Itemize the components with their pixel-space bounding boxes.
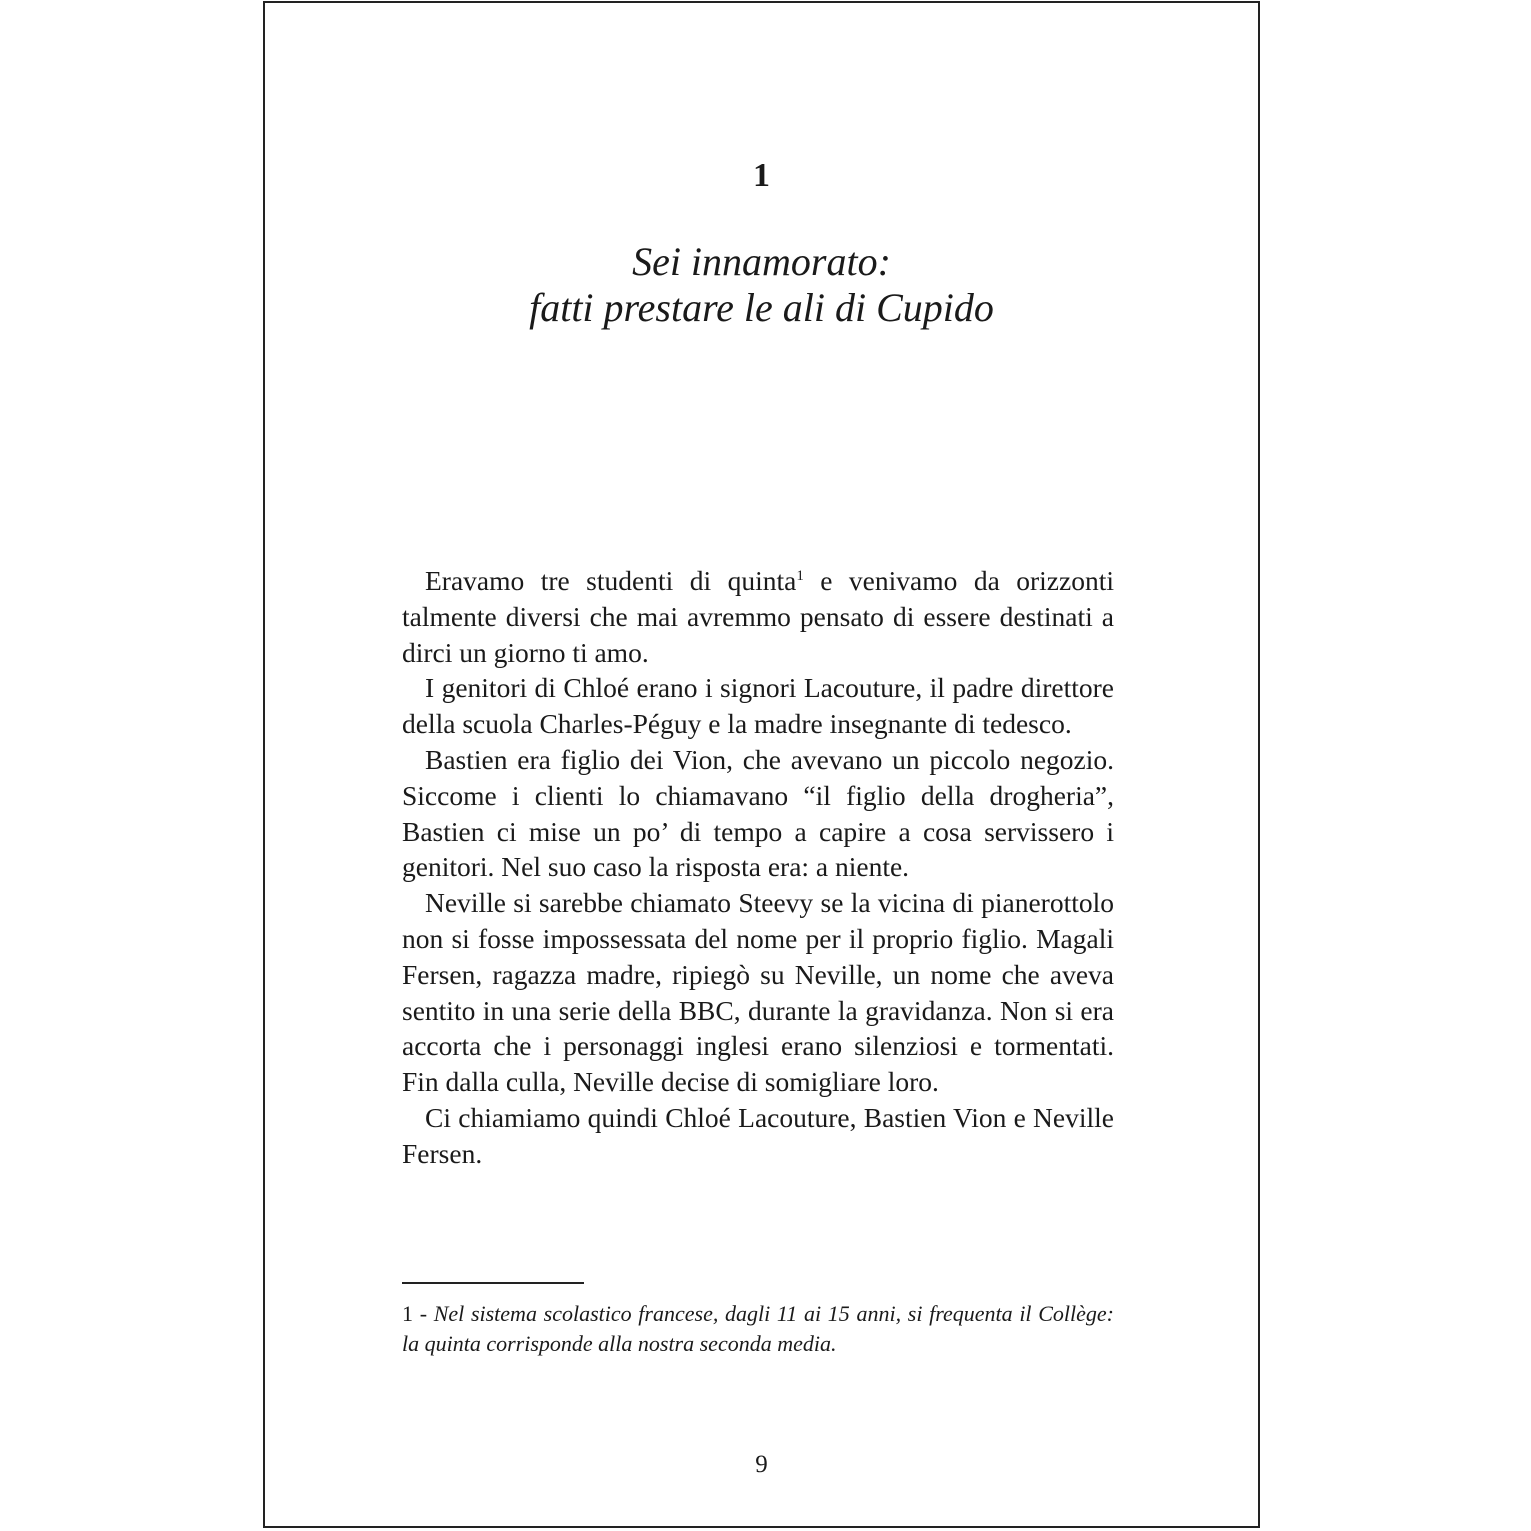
chapter-title: [265, 239, 1258, 331]
paragraph-5: Ci chiamiamo quindi Chloé Lacouture, Bastien Vion e Neville Fersen.: [402, 1101, 1114, 1169]
chapter-title-line-1: Sei innamorato:: [632, 239, 891, 284]
paragraph-3: Bastien era figlio dei Vion, che avevano un piccolo negozio. Siccome i clienti lo chiamavano “il figlio della drogheria”, Bastien ci mise un po’ di tempo a capire a cosa servissero i genitori. Nel suo caso la risposta era: a niente.: [402, 743, 1114, 883]
page-number: 9: [755, 1451, 768, 1478]
paragraph-1-start: Eravamo tre studenti di quinta: [425, 565, 797, 596]
chapter-title-line-2: fatti prestare le ali di Cupido: [529, 285, 994, 330]
footnote-number: 1 -: [402, 1301, 434, 1326]
paragraph-4: Neville si sarebbe chiamato Steevy se la vicina di pianerottolo non si fosse impossessata del nome per il proprio figlio. Magali Fersen, ragazza madre, ripiegò su Neville, un nome che aveva sentito in una serie della BBC, durante la gravidanza. Non si era accorta che i personaggi inglesi erano silenziosi e tormentati. Fin dalla culla, Neville decise di somigliare loro.: [402, 887, 1114, 1098]
body-text: [402, 563, 1114, 1172]
footnote-divider: [402, 1282, 584, 1284]
paragraph-2: I genitori di Chloé erano i signori Lacouture, il padre direttore della scuola Charles-Péguy e la madre insegnante di tedesco.: [402, 672, 1114, 740]
paragraph-1: [402, 563, 1114, 670]
paragraph-1-end: e venivamo da orizzonti talmente diversi che mai avremmo pensato di essere destinati a dirci un giorno ti amo.: [402, 565, 1114, 668]
footnote: [402, 1299, 1114, 1359]
footnote-text: Nel sistema scolastico francese, dagli 11 ai 15 anni, si frequenta il Collège: la quinta corrisponde alla nostra seconda media.: [402, 1301, 1114, 1356]
book-page: [263, 1, 1260, 1528]
footnote-reference: 1: [796, 567, 804, 584]
chapter-number: 1: [753, 157, 770, 194]
